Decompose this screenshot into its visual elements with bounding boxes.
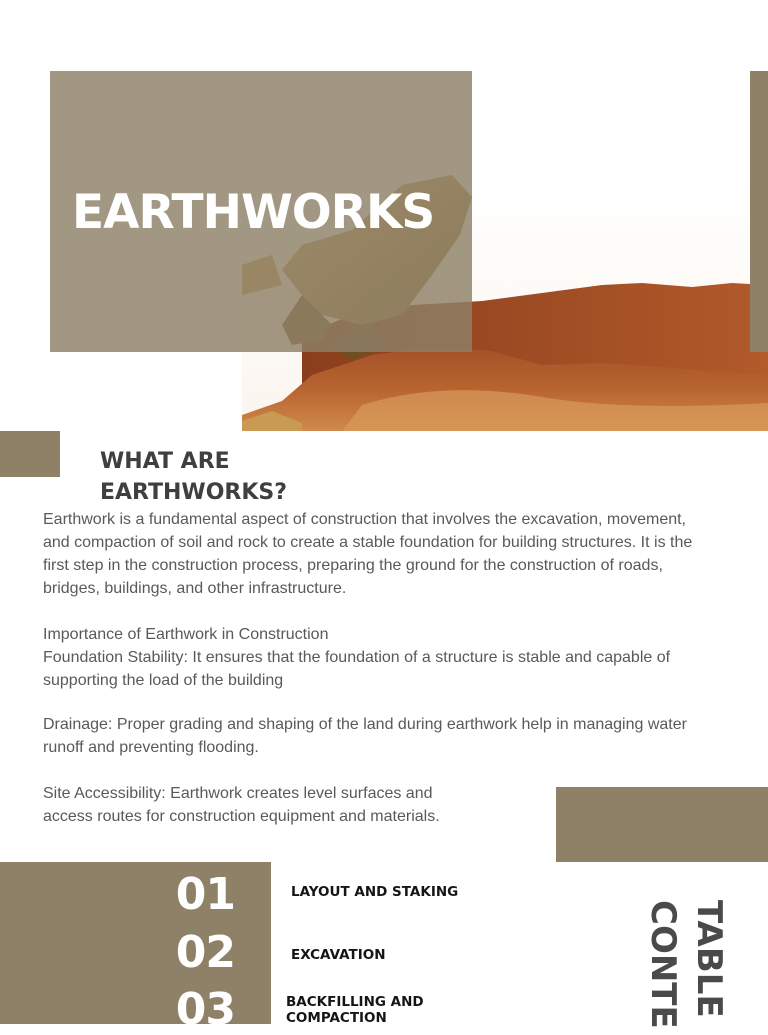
toc-number-02: 02: [175, 927, 235, 978]
decorative-right-strip: [750, 71, 768, 352]
intro-paragraph: Earthwork is a fundamental aspect of construction that involves the excavation, movement, and compaction of soil and rock to create a stable foundation for building structures. It is the first step in the construction process, preparing the ground for the construction of roads, bridges, buildings, and other infrastructure.: [43, 511, 693, 597]
toc-title: [640, 900, 732, 1029]
foundation-paragraph: Foundation Stability: It ensures that the foundation of a structure is stable and capable of supporting the load of the building: [43, 649, 671, 689]
section-heading-line1: WHAT ARE: [100, 449, 230, 474]
drainage-paragraph: Drainage: Proper grading and shaping of the land during earthwork help in managing water runoff and preventing flooding.: [43, 716, 687, 756]
page-title: EARTHWORKS: [72, 185, 435, 240]
site-access-paragraph: Site Accessibility: Earthwork creates level surfaces and access routes for construction equipment and materials.: [43, 785, 440, 825]
toc-title-line2: CONTE: [643, 900, 683, 1029]
toc-number-01: 01: [175, 869, 235, 920]
decorative-side-box: [556, 787, 768, 862]
toc-title-line1: TABLE: [689, 900, 729, 1018]
section-heading-line2: EARTHWORKS?: [100, 480, 287, 505]
title-banner: [50, 71, 472, 352]
toc-number-03: 03: [175, 984, 235, 1035]
toc-number-panel: [0, 862, 271, 1035]
importance-heading: Importance of Earthwork in Construction: [43, 626, 329, 643]
toc-item-layout[interactable]: LAYOUT AND STAKING: [291, 884, 459, 900]
toc-item-excavation[interactable]: EXCAVATION: [291, 947, 386, 963]
toc-item-backfilling[interactable]: BACKFILLING AND COMPACTION: [286, 994, 424, 1026]
section-heading: [100, 446, 400, 508]
decorative-left-tab: [0, 431, 60, 477]
body-text: [43, 508, 713, 828]
